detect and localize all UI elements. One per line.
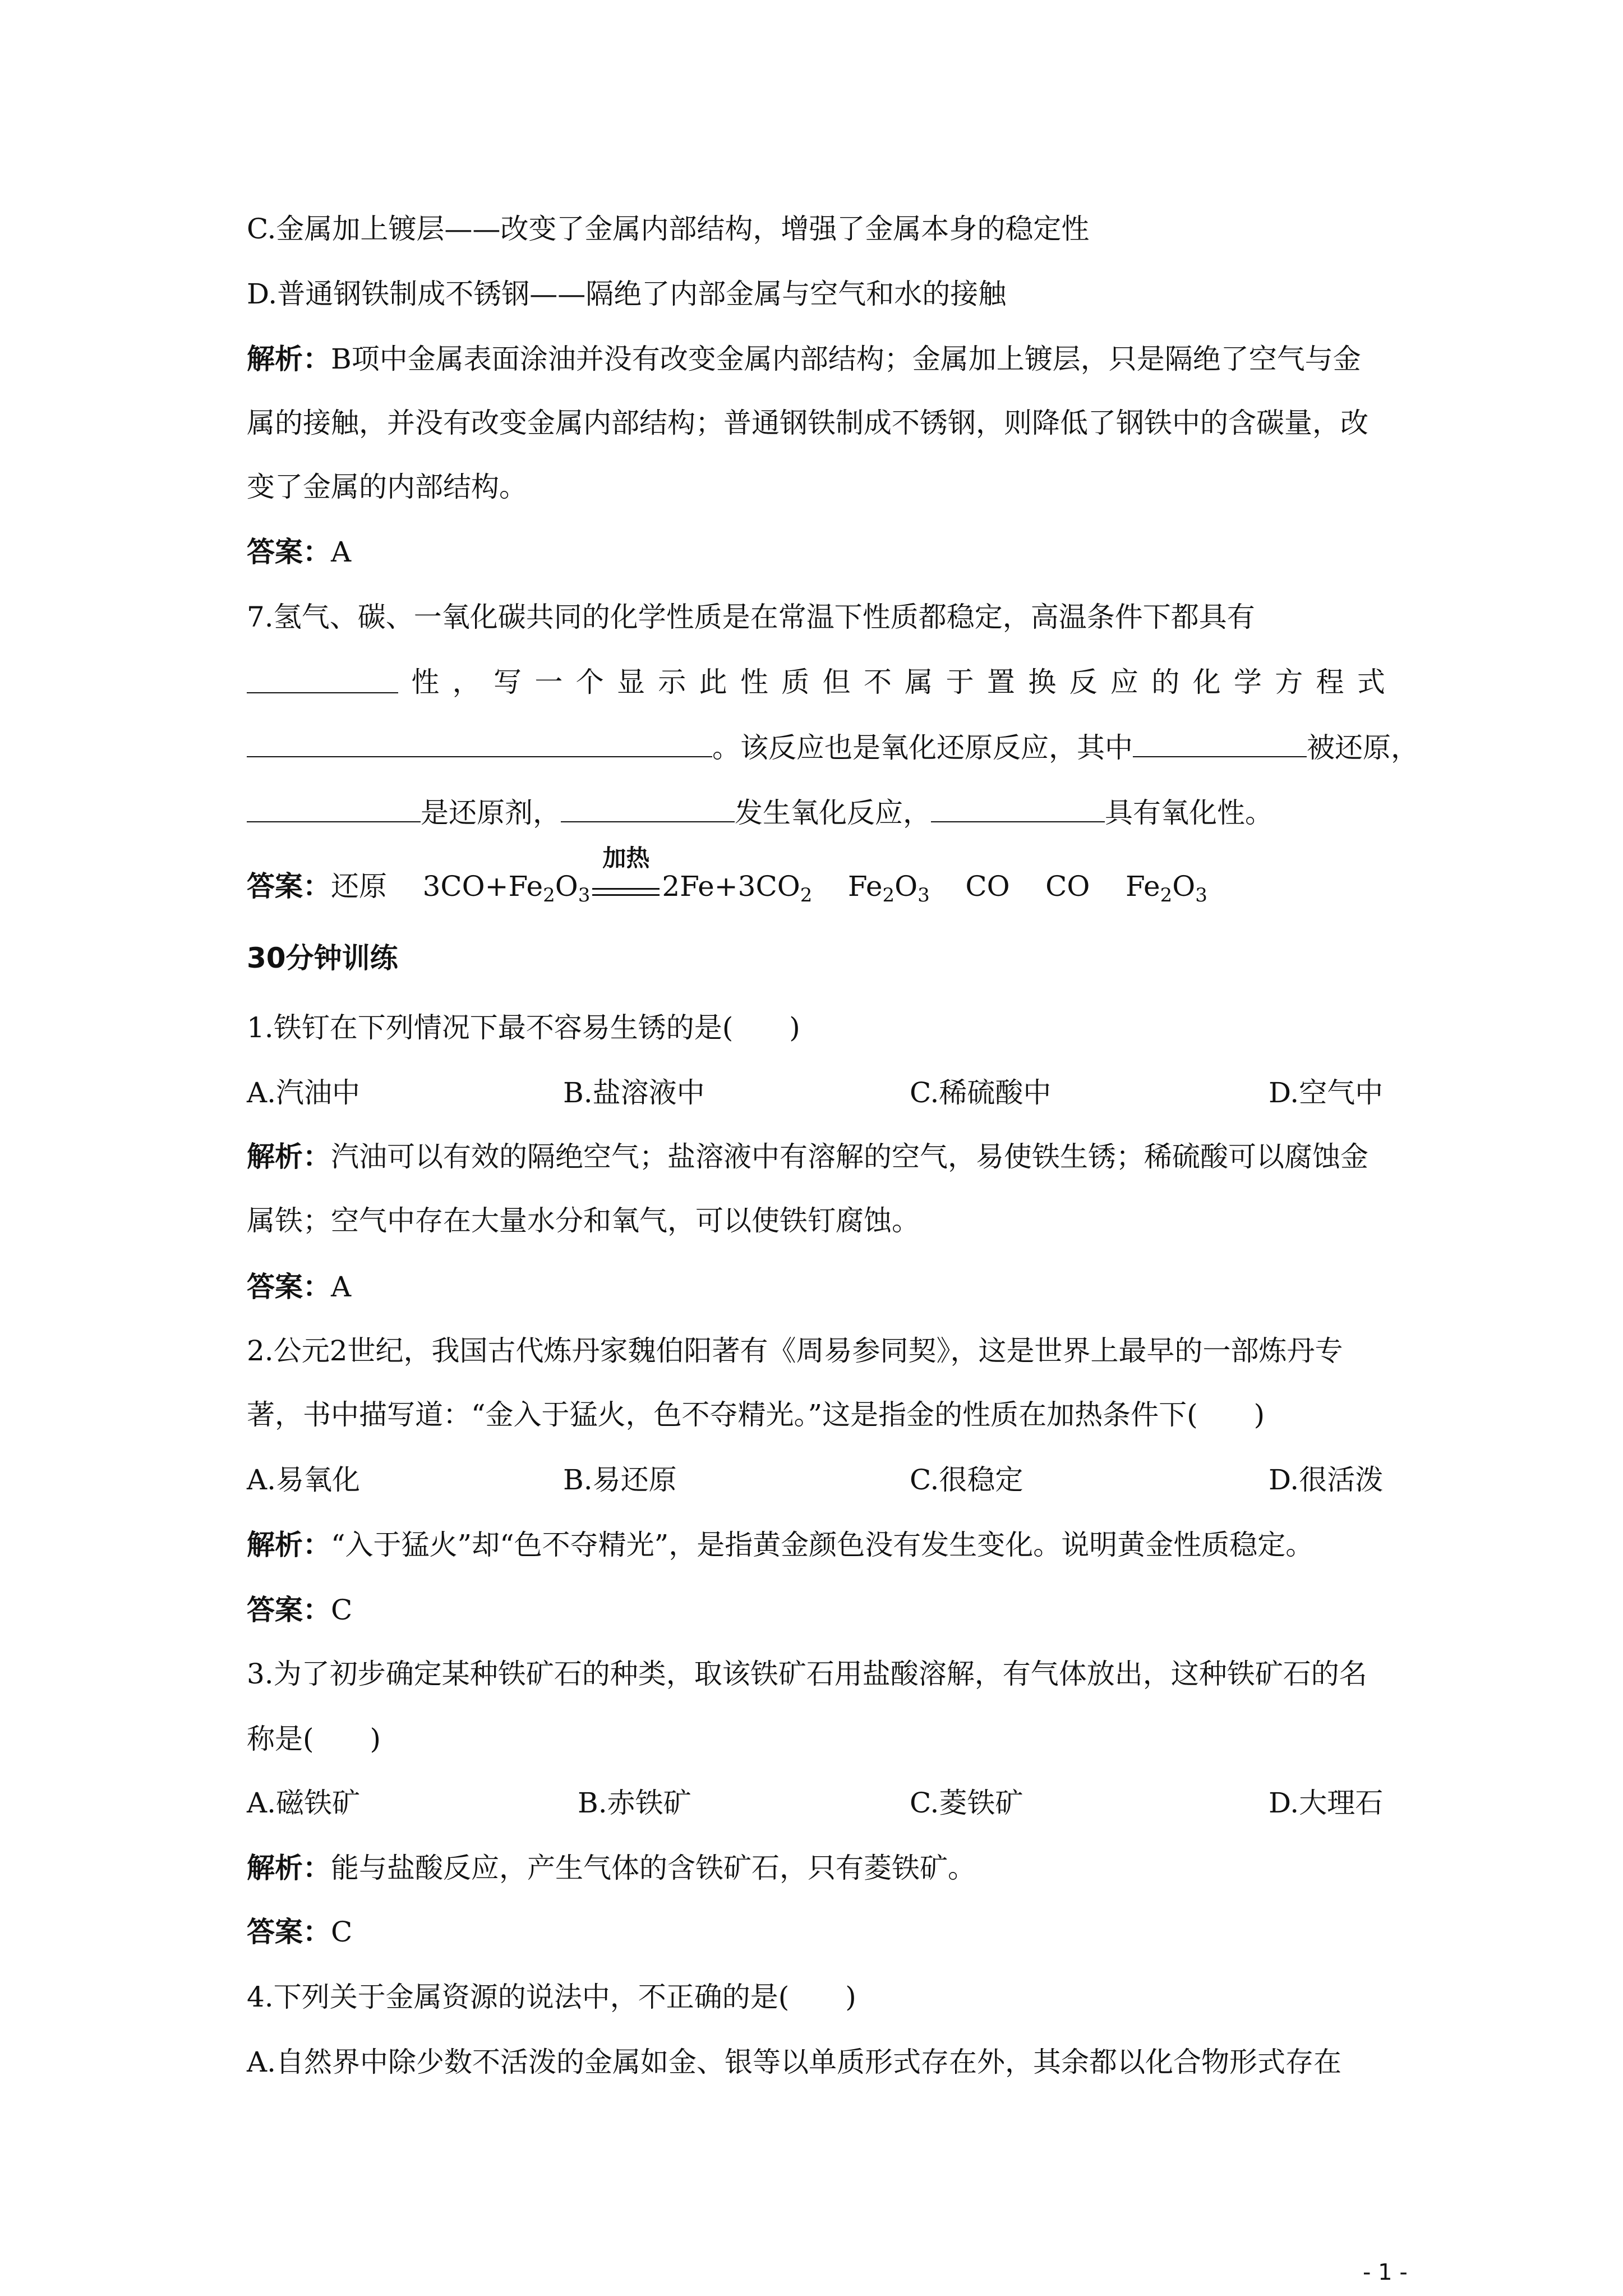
answer-label: 答案： [247, 1916, 331, 1948]
q7-text-4a: 是还原剂， [421, 797, 561, 829]
answer-value: A [331, 1271, 352, 1303]
q7-word: 此 [699, 666, 727, 698]
answer-value: A [331, 536, 352, 568]
p3-option-c: C.菱铁矿 [910, 1787, 1023, 1819]
analysis-text: 能与盐酸反应，产生气体的含铁矿石，只有菱铁矿。 [331, 1852, 976, 1884]
blank-1 [247, 664, 398, 693]
q7-text-4b: 发生氧化反应， [735, 797, 931, 829]
q6-answer [247, 534, 1385, 570]
q6-option-d: D.普通钢铁制成不锈钢——隔绝了内部金属与空气和水的接触 [247, 278, 1007, 310]
q7-word: 示 [658, 666, 686, 698]
p3-question-line-1: 3.为了初步确定某种铁矿石的种类，取该铁矿石用盐酸溶解，有气体放出，这种铁矿石的名 [247, 1658, 1367, 1690]
answer-value: C [331, 1916, 353, 1948]
p3-option-a: A.磁铁矿 [247, 1787, 361, 1819]
p1-option-d: D.空气中 [1269, 1076, 1384, 1109]
q7-word: 一 [534, 666, 563, 698]
p2-option-c: C.很稳定 [910, 1464, 1023, 1496]
p1-question: 1.铁钉在下列情况下最不容易生锈的是( ) [247, 1011, 800, 1044]
answer-3: $Fe_2O_3$ [847, 870, 930, 907]
q7-word: 的 [1151, 666, 1180, 698]
p3-analysis [247, 1850, 1385, 1886]
q7-word: 写 [493, 666, 522, 698]
q7-word: 个 [575, 666, 604, 698]
analysis-text: 汽油可以有效的隔绝空气；盐溶液中有溶解的空气，易使铁生锈；稀硫酸可以腐蚀金 [331, 1140, 1368, 1173]
p1-analysis-line-1 [247, 1139, 1385, 1175]
answer-4: CO [965, 870, 1010, 903]
q7-text-4c: 具有氧化性。 [1105, 797, 1273, 829]
q7-word: 程 [1316, 666, 1344, 698]
analysis-label: 解析： [247, 343, 331, 375]
p1-answer [247, 1269, 1385, 1305]
p2-option-d: D.很活泼 [1269, 1464, 1384, 1496]
answer-label: 答案： [247, 1594, 331, 1626]
answer-label: 答案： [247, 870, 331, 903]
analysis-label: 解析： [247, 1140, 331, 1173]
analysis-text: B项中金属表面涂油并没有改变金属内部结构；金属加上镀层，只是隔绝了空气与金 [331, 343, 1361, 375]
section-title: 30分钟训练 [247, 942, 398, 974]
answer-label: 答案： [247, 1271, 331, 1303]
p2-answer [247, 1592, 1385, 1628]
q7-word: 方 [1275, 666, 1303, 698]
q7-word: 置 [986, 666, 1015, 698]
q7-word: 属 [905, 666, 933, 698]
p2-analysis [247, 1527, 1385, 1563]
q7-word: 但 [822, 666, 851, 698]
q7-word: 式 [1357, 666, 1385, 698]
q7-word: 性 [411, 666, 440, 698]
page-number: - 1 - [1363, 2260, 1408, 2285]
q6-analysis-line-2: 属的接触，并没有改变金属内部结构；普通钢铁制成不锈钢，则降低了钢铁中的含碳量，改 [247, 407, 1368, 439]
q7-word: 学 [1233, 666, 1262, 698]
q7-word: 换 [1028, 666, 1057, 698]
p2-option-b: B.易还原 [563, 1464, 677, 1496]
q7-word: 不 [863, 666, 892, 698]
blank-4 [247, 793, 421, 822]
blank-5 [561, 793, 735, 822]
p1-option-b: B.盐溶液中 [563, 1076, 705, 1109]
q6-analysis-line-1 [247, 341, 1385, 377]
q7-text-3b: 被还原， [1307, 731, 1419, 764]
p2-option-a: A.易氧化 [247, 1464, 361, 1496]
blank-2 [247, 728, 712, 757]
p1-option-c: C.稀硫酸中 [910, 1076, 1052, 1109]
q7-answer [247, 844, 1385, 913]
q7-line-2 [247, 664, 1385, 700]
answer-value: C [331, 1594, 353, 1626]
q7-word: 显 [616, 666, 645, 698]
answer-word: 还原 [331, 870, 387, 903]
answer-5: CO [1045, 870, 1090, 903]
p1-analysis-line-2: 属铁；空气中存在大量水分和氧气，可以使铁钉腐蚀。 [247, 1204, 920, 1237]
q7-justified-row [247, 664, 1385, 700]
p4-question: 4.下列关于金属资源的说法中，不正确的是( ) [247, 1981, 856, 2013]
q7-line-3 [247, 728, 1419, 766]
analysis-label: 解析： [247, 1529, 331, 1561]
q7-word: 化 [1192, 666, 1221, 698]
p4-option-a: A.自然界中除少数不活泼的金属如金、银等以单质形式存在外，其余都以化合物形式存在 [247, 2046, 1342, 2078]
q7-word: ， [452, 666, 481, 698]
q6-option-c: C.金属加上镀层——改变了金属内部结构，增强了金属本身的稳定性 [247, 213, 1090, 245]
p2-question-line-2: 著，书中描写道：“金入于猛火，色不夺精光。”这是指金的性质在加热条件下( ) [247, 1398, 1265, 1431]
equation: $3CO+Fe_2O_3$ 加热 $2Fe+3CO_2$ [422, 844, 813, 907]
blank-6 [931, 793, 1105, 822]
p3-option-d: D.大理石 [1269, 1787, 1384, 1819]
analysis-text: “入于猛火”却“色不夺精光”，是指黄金颜色没有发生变化。说明黄金性质稳定。 [331, 1529, 1314, 1561]
q6-analysis-line-3: 变了金属的内部结构。 [247, 471, 527, 503]
answer-label: 答案： [247, 536, 331, 568]
p1-option-a: A.汽油中 [247, 1076, 361, 1109]
answer-6: $Fe_2O_3$ [1126, 870, 1207, 907]
q7-text-3a: 。该反应也是氧化还原反应，其中 [712, 731, 1133, 764]
analysis-label: 解析： [247, 1852, 331, 1884]
q7-word: 质 [781, 666, 810, 698]
heating-condition: 加热 [592, 873, 660, 896]
q7-word: 性 [740, 666, 768, 698]
q7-word: 于 [946, 666, 974, 698]
q7-line-4 [247, 793, 1385, 831]
q7-word: 反 [1069, 666, 1098, 698]
q7-word: 应 [1110, 666, 1138, 698]
p3-option-b: B.赤铁矿 [578, 1787, 691, 1819]
equals-sign [592, 888, 660, 896]
p3-question-line-2: 称是( ) [247, 1723, 381, 1755]
q7-line-1: 7.氢气、碳、一氧化碳共同的化学性质是在常温下性质都稳定，高温条件下都具有 [247, 601, 1255, 633]
blank-3 [1133, 728, 1307, 757]
p3-answer [247, 1914, 1385, 1950]
p2-question-line-1: 2.公元2世纪，我国古代炼丹家魏伯阳著有《周易参同契》，这是世界上最早的一部炼丹专 [247, 1335, 1343, 1367]
